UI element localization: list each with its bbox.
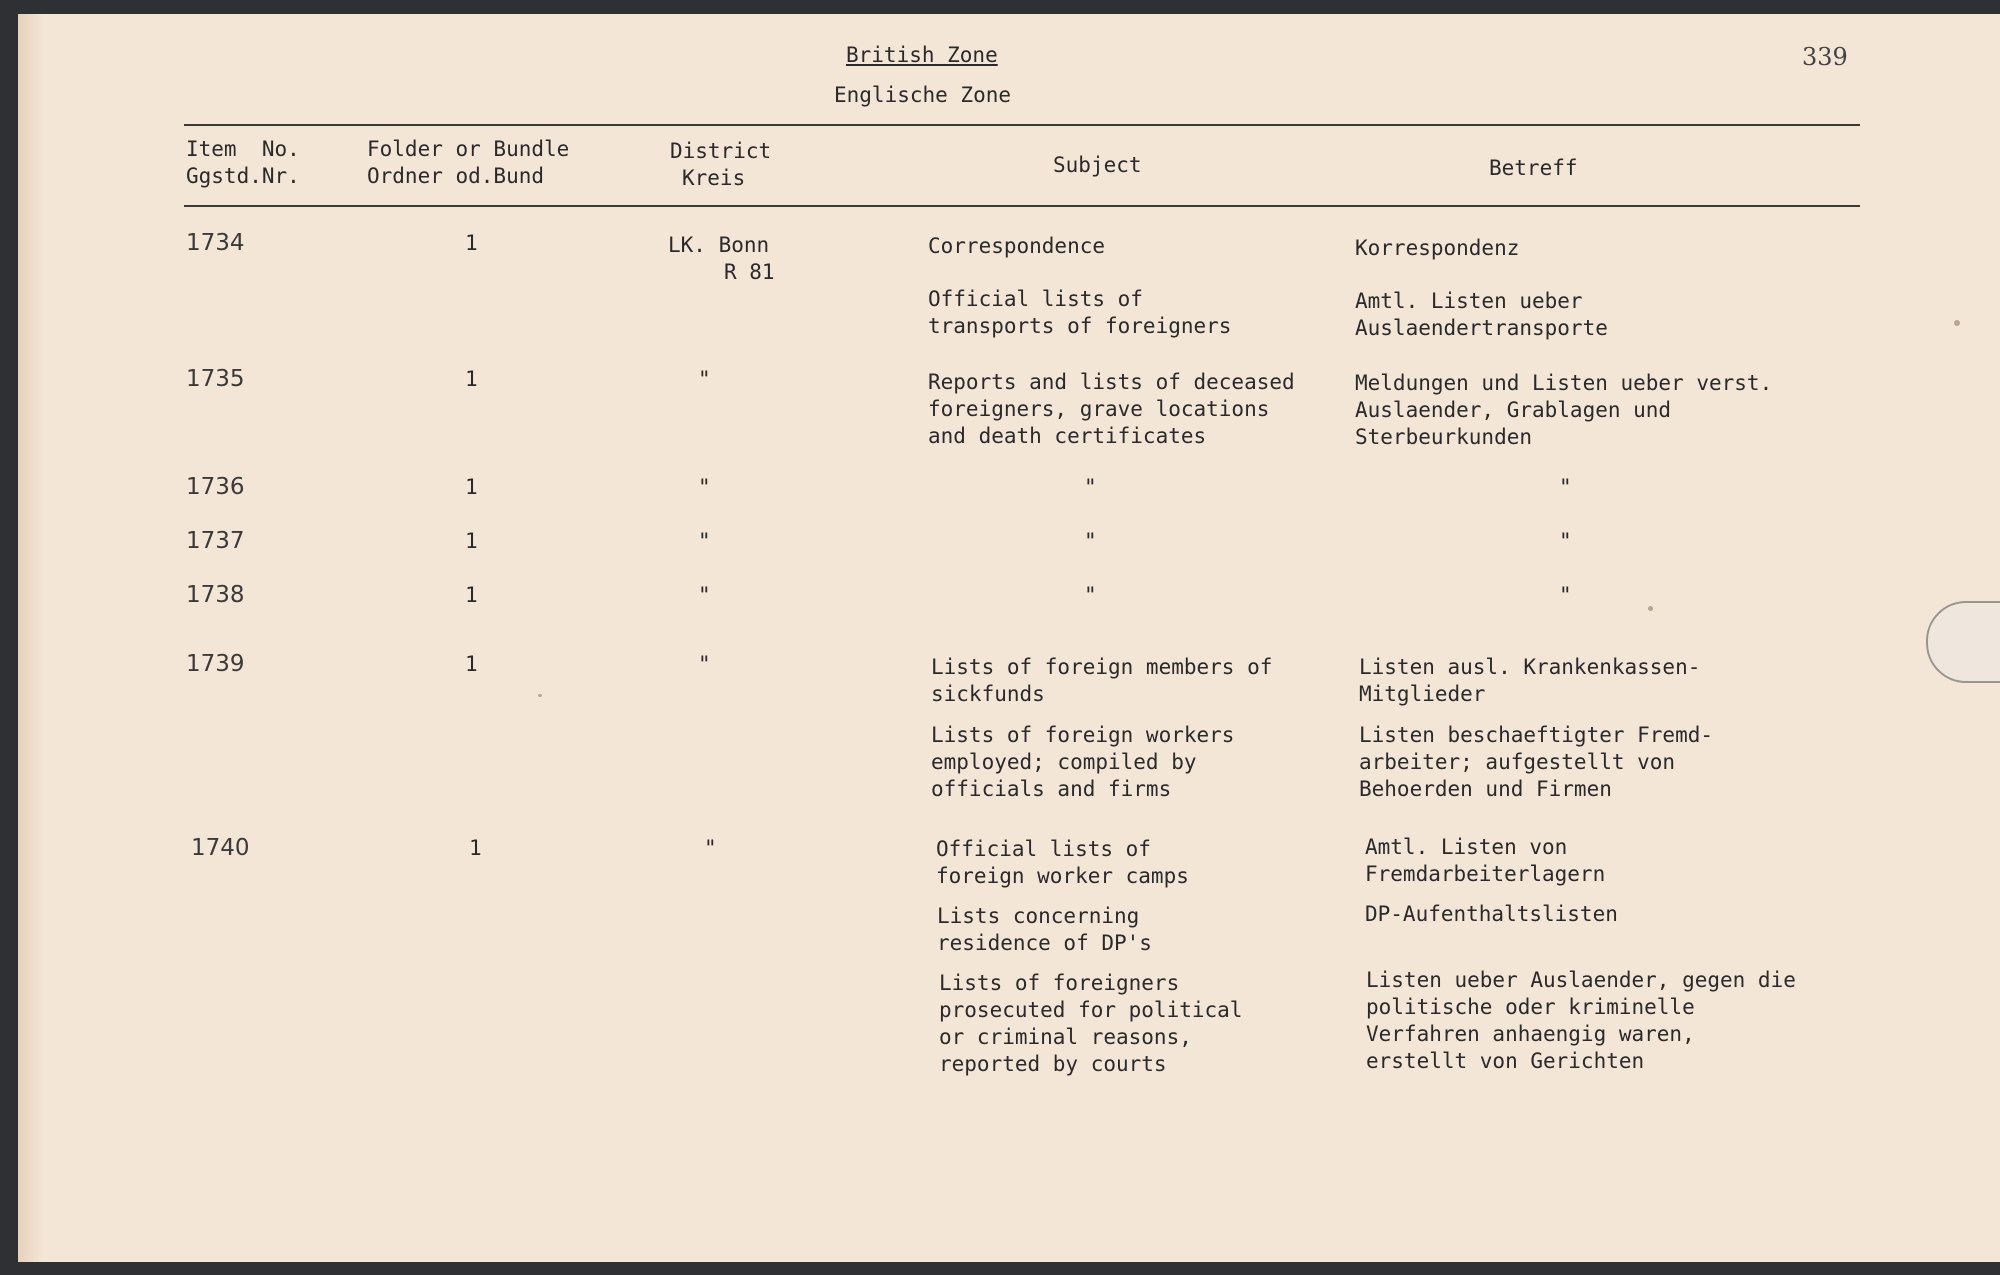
header-district-en: District [670, 139, 772, 163]
header-item-en: Item No. [186, 137, 300, 161]
district-ditto: " [698, 529, 711, 553]
folder-count: 1 [465, 367, 478, 391]
betreff-ditto: " [1559, 529, 1572, 553]
page-subtitle: Englische Zone [834, 83, 1012, 107]
betreff-line: Verfahren anhaengig waren, [1366, 1022, 1695, 1046]
page-fold-shadow [18, 14, 44, 1262]
subject-line: transports of foreigners [928, 314, 1232, 338]
page-tab [1926, 601, 2000, 683]
betreff-line: Meldungen und Listen ueber verst. [1355, 371, 1773, 395]
item-number: 1737 [186, 528, 245, 554]
item-number: 1735 [186, 366, 245, 392]
betreff-line: Amtl. Listen ueber [1355, 289, 1583, 313]
district-ditto: " [698, 583, 711, 607]
folder-count: 1 [465, 583, 478, 607]
subject-line: Correspondence [928, 234, 1106, 258]
item-number: 1740 [191, 835, 250, 861]
subject-line: Official lists of [936, 837, 1151, 861]
district-code: R 81 [724, 260, 775, 284]
district-ditto: " [698, 475, 711, 499]
header-top-rule [184, 124, 1860, 126]
district-ditto: " [698, 652, 711, 676]
page-title: British Zone [846, 43, 998, 67]
betreff-line: politische oder kriminelle [1366, 995, 1695, 1019]
paper-speck [538, 694, 542, 697]
betreff-line: DP-Aufenthaltslisten [1365, 902, 1618, 926]
subject-line: and death certificates [928, 424, 1207, 448]
betreff-line: erstellt von Gerichten [1366, 1049, 1645, 1073]
item-number: 1736 [186, 474, 245, 500]
subject-line: Lists of foreigners [939, 971, 1180, 995]
header-district-de: Kreis [682, 166, 746, 190]
subject-line: foreign worker camps [936, 864, 1189, 888]
paper-speck [1954, 320, 1960, 326]
folder-count: 1 [465, 231, 478, 255]
subject-line: reported by courts [939, 1052, 1167, 1076]
betreff-line: Amtl. Listen von [1365, 835, 1568, 859]
header-folder-en: Folder or Bundle [367, 137, 570, 161]
item-number: 1738 [186, 582, 245, 608]
subject-line: officials and firms [931, 777, 1172, 801]
header-subject: Subject [1053, 153, 1142, 177]
subject-ditto: " [1084, 529, 1097, 553]
district-name: LK. Bonn [668, 233, 770, 257]
subject-line: Reports and lists of deceased [928, 370, 1295, 394]
district-ditto: " [704, 836, 717, 860]
folder-count: 1 [469, 836, 482, 860]
subject-line: foreigners, grave locations [928, 397, 1270, 421]
subject-line: sickfunds [931, 682, 1045, 706]
betreff-line: Listen ausl. Krankenkassen- [1359, 655, 1701, 679]
betreff-line: Fremdarbeiterlagern [1365, 862, 1606, 886]
paper-speck [1648, 606, 1653, 611]
subject-line: or criminal reasons, [939, 1025, 1192, 1049]
betreff-line: Auslaendertransporte [1355, 316, 1608, 340]
subject-line: prosecuted for political [939, 998, 1243, 1022]
betreff-line: Mitglieder [1359, 682, 1486, 706]
subject-line: residence of DP's [937, 931, 1152, 955]
betreff-line: Sterbeurkunden [1355, 425, 1533, 449]
item-number: 1734 [186, 230, 245, 256]
document-page [18, 14, 2000, 1262]
folder-count: 1 [465, 529, 478, 553]
subject-line: Lists of foreign members of [931, 655, 1273, 679]
betreff-line: Behoerden und Firmen [1359, 777, 1612, 801]
betreff-line: Listen beschaeftigter Fremd- [1359, 723, 1714, 747]
folder-count: 1 [465, 475, 478, 499]
betreff-line: Listen ueber Auslaender, gegen die [1366, 968, 1796, 992]
header-bottom-rule [184, 205, 1860, 207]
subject-line: Official lists of [928, 287, 1143, 311]
header-betreff: Betreff [1489, 156, 1578, 180]
folder-count: 1 [465, 652, 478, 676]
subject-ditto: " [1084, 475, 1097, 499]
betreff-line: Korrespondenz [1355, 236, 1520, 260]
item-number: 1739 [186, 651, 245, 677]
betreff-line: Auslaender, Grablagen und [1355, 398, 1672, 422]
district-ditto: " [698, 367, 711, 391]
header-folder-de: Ordner od.Bund [367, 164, 545, 188]
subject-ditto: " [1084, 583, 1097, 607]
subject-line: Lists of foreign workers [931, 723, 1235, 747]
betreff-line: arbeiter; aufgestellt von [1359, 750, 1676, 774]
betreff-ditto: " [1559, 475, 1572, 499]
betreff-ditto: " [1559, 583, 1572, 607]
header-item-de: Ggstd.Nr. [186, 164, 300, 188]
subject-line: employed; compiled by [931, 750, 1197, 774]
page-number: 339 [1802, 43, 1848, 71]
subject-line: Lists concerning [937, 904, 1140, 928]
